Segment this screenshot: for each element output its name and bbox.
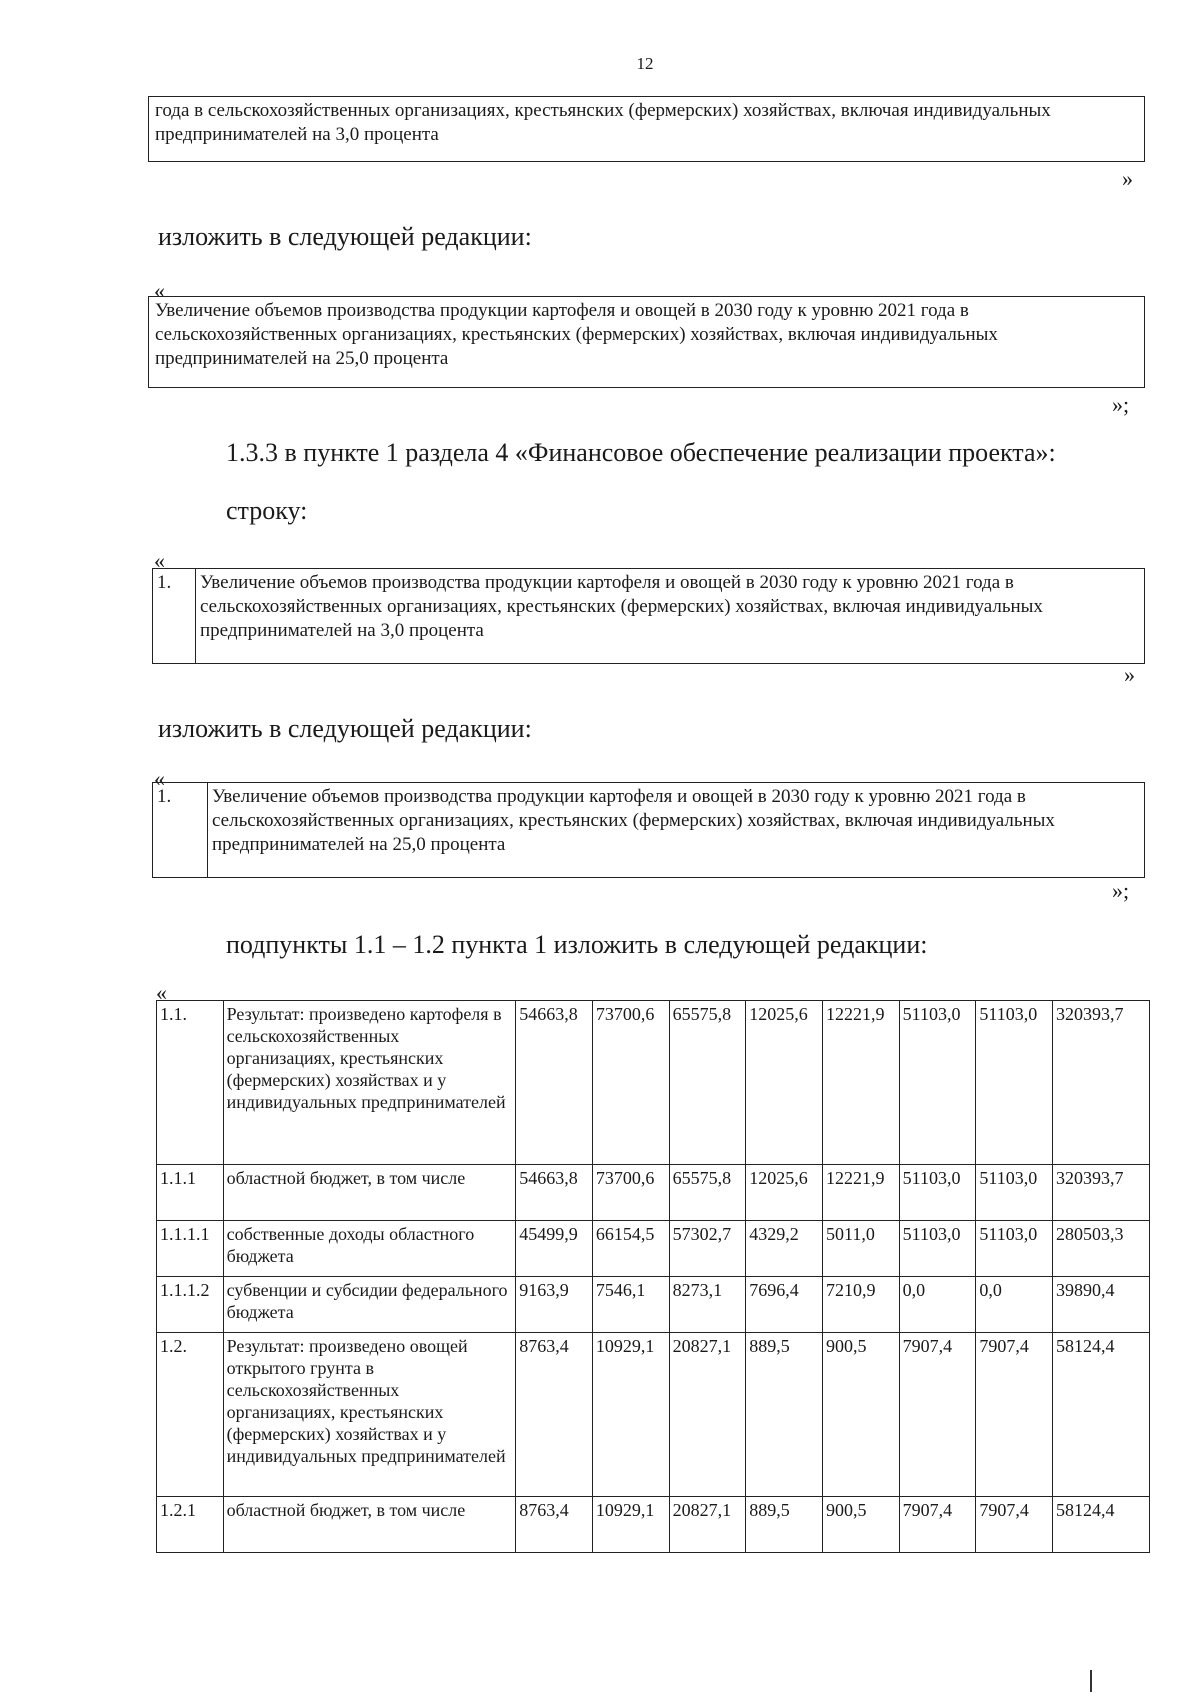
value-cell: 7907,4 xyxy=(899,1497,976,1553)
value-cell: 8763,4 xyxy=(516,1497,593,1553)
clause-1-3-3: 1.3.3 в пункте 1 раздела 4 «Финансовое обеспечение реализации проекта»: xyxy=(226,438,1056,467)
row-number: 1.2.1 xyxy=(157,1497,224,1553)
value-cell: 7210,9 xyxy=(822,1277,899,1333)
row-description: Увеличение объемов производства продукции картофеля и овощей в 2030 году к уровню 2021 года в сельскохозяйственных организациях, крестьянских (фермерских) хозяйствах, включая индивидуальных предпринимателей на 25,0 процента xyxy=(208,783,1145,878)
redaction-label: изложить в следующей редакции: xyxy=(158,714,532,743)
close-quote: » xyxy=(1122,166,1133,191)
finance-table xyxy=(156,1000,1150,1553)
value-cell: 280503,3 xyxy=(1053,1221,1150,1277)
quoted-table-row-old xyxy=(152,568,1145,664)
value-cell: 5011,0 xyxy=(822,1221,899,1277)
table-row xyxy=(157,1221,1150,1277)
row-description: Результат: произведено картофеля в сельскохозяйственных организациях, крестьянских (фермерских) хозяйствах и у индивидуальных предпринимателей xyxy=(223,1001,516,1165)
open-quote: « xyxy=(156,980,167,1005)
value-cell: 889,5 xyxy=(746,1497,823,1553)
value-cell: 20827,1 xyxy=(669,1497,746,1553)
value-cell: 889,5 xyxy=(746,1333,823,1497)
redaction-label: изложить в следующей редакции: xyxy=(158,222,532,251)
row-number: 1.2. xyxy=(157,1333,224,1497)
value-cell: 51103,0 xyxy=(899,1001,976,1165)
value-cell: 900,5 xyxy=(822,1497,899,1553)
page-number: 12 xyxy=(636,54,654,73)
value-cell: 58124,4 xyxy=(1053,1333,1150,1497)
value-cell: 51103,0 xyxy=(976,1001,1053,1165)
value-cell: 4329,2 xyxy=(746,1221,823,1277)
row-description: Увеличение объемов производства продукции картофеля и овощей в 2030 году к уровню 2021 года в сельскохозяйственных организациях, крестьянских (фермерских) хозяйствах, включая индивидуальных предпринимателей на 3,0 процента xyxy=(196,569,1145,664)
row-number: 1.1.1 xyxy=(157,1165,224,1221)
close-quote: » xyxy=(1124,662,1135,687)
value-cell: 12221,9 xyxy=(822,1001,899,1165)
value-cell: 39890,4 xyxy=(1053,1277,1150,1333)
value-cell: 20827,1 xyxy=(669,1333,746,1497)
value-cell: 8273,1 xyxy=(669,1277,746,1333)
quoted-table-row-new xyxy=(152,782,1145,878)
close-quote: »; xyxy=(1112,392,1130,417)
value-cell: 65575,8 xyxy=(669,1165,746,1221)
value-cell: 51103,0 xyxy=(976,1221,1053,1277)
value-cell: 10929,1 xyxy=(592,1497,669,1553)
value-cell: 73700,6 xyxy=(592,1165,669,1221)
margin-mark xyxy=(1090,1670,1092,1692)
row-description: областной бюджет, в том числе xyxy=(223,1497,516,1553)
quoted-row-new-target xyxy=(148,296,1145,388)
value-cell: 0,0 xyxy=(976,1277,1053,1333)
row-description: субвенции и субсидии федерального бюджета xyxy=(223,1277,516,1333)
row-number: 1.1.1.1 xyxy=(157,1221,224,1277)
quoted-row-old-target xyxy=(148,96,1145,162)
value-cell: 45499,9 xyxy=(516,1221,593,1277)
row-number: 1. xyxy=(153,783,208,878)
table-row xyxy=(157,1497,1150,1553)
close-quote: »; xyxy=(1112,878,1130,903)
row-description: собственные доходы областного бюджета xyxy=(223,1221,516,1277)
value-cell: 320393,7 xyxy=(1053,1165,1150,1221)
value-cell: 7546,1 xyxy=(592,1277,669,1333)
row-number: 1. xyxy=(153,569,196,664)
quoted-row-text: года в сельскохозяйственных организациях, крестьянских (фермерских) хозяйствах, включая индивидуальных предпринимателей на 3,0 процента xyxy=(155,100,1051,145)
open-quote: « xyxy=(154,548,165,573)
table-row xyxy=(157,1165,1150,1221)
value-cell: 12025,6 xyxy=(746,1001,823,1165)
value-cell: 9163,9 xyxy=(516,1277,593,1333)
value-cell: 54663,8 xyxy=(516,1165,593,1221)
quoted-row-text: Увеличение объемов производства продукции картофеля и овощей в 2030 году к уровню 2021 года в сельскохозяйственных организациях, крестьянских (фермерских) хозяйствах, включая индивидуальных предпринимателей на 25,0 процента xyxy=(155,300,998,369)
value-cell: 12221,9 xyxy=(822,1165,899,1221)
value-cell: 8763,4 xyxy=(516,1333,593,1497)
row-description: Результат: произведено овощей открытого грунта в сельскохозяйственных организациях, крестьянских (фермерских) хозяйствах и у индивидуальных предпринимателей xyxy=(223,1333,516,1497)
value-cell: 58124,4 xyxy=(1053,1497,1150,1553)
value-cell: 0,0 xyxy=(899,1277,976,1333)
value-cell: 66154,5 xyxy=(592,1221,669,1277)
stroku-label: строку: xyxy=(226,496,308,525)
value-cell: 7907,4 xyxy=(899,1333,976,1497)
row-description: областной бюджет, в том числе xyxy=(223,1165,516,1221)
value-cell: 57302,7 xyxy=(669,1221,746,1277)
value-cell: 900,5 xyxy=(822,1333,899,1497)
value-cell: 320393,7 xyxy=(1053,1001,1150,1165)
row-number: 1.1.1.2 xyxy=(157,1277,224,1333)
subclauses-label: подпункты 1.1 – 1.2 пункта 1 изложить в следующей редакции: xyxy=(226,930,928,959)
row-number: 1.1. xyxy=(157,1001,224,1165)
open-quote: « xyxy=(154,278,165,303)
value-cell: 7907,4 xyxy=(976,1333,1053,1497)
value-cell: 73700,6 xyxy=(592,1001,669,1165)
value-cell: 51103,0 xyxy=(899,1165,976,1221)
open-quote: « xyxy=(154,766,165,791)
value-cell: 51103,0 xyxy=(976,1165,1053,1221)
value-cell: 7907,4 xyxy=(976,1497,1053,1553)
value-cell: 12025,6 xyxy=(746,1165,823,1221)
value-cell: 10929,1 xyxy=(592,1333,669,1497)
value-cell: 51103,0 xyxy=(899,1221,976,1277)
table-row xyxy=(157,1277,1150,1333)
table-row xyxy=(157,1001,1150,1165)
value-cell: 7696,4 xyxy=(746,1277,823,1333)
value-cell: 65575,8 xyxy=(669,1001,746,1165)
value-cell: 54663,8 xyxy=(516,1001,593,1165)
table-row xyxy=(157,1333,1150,1497)
